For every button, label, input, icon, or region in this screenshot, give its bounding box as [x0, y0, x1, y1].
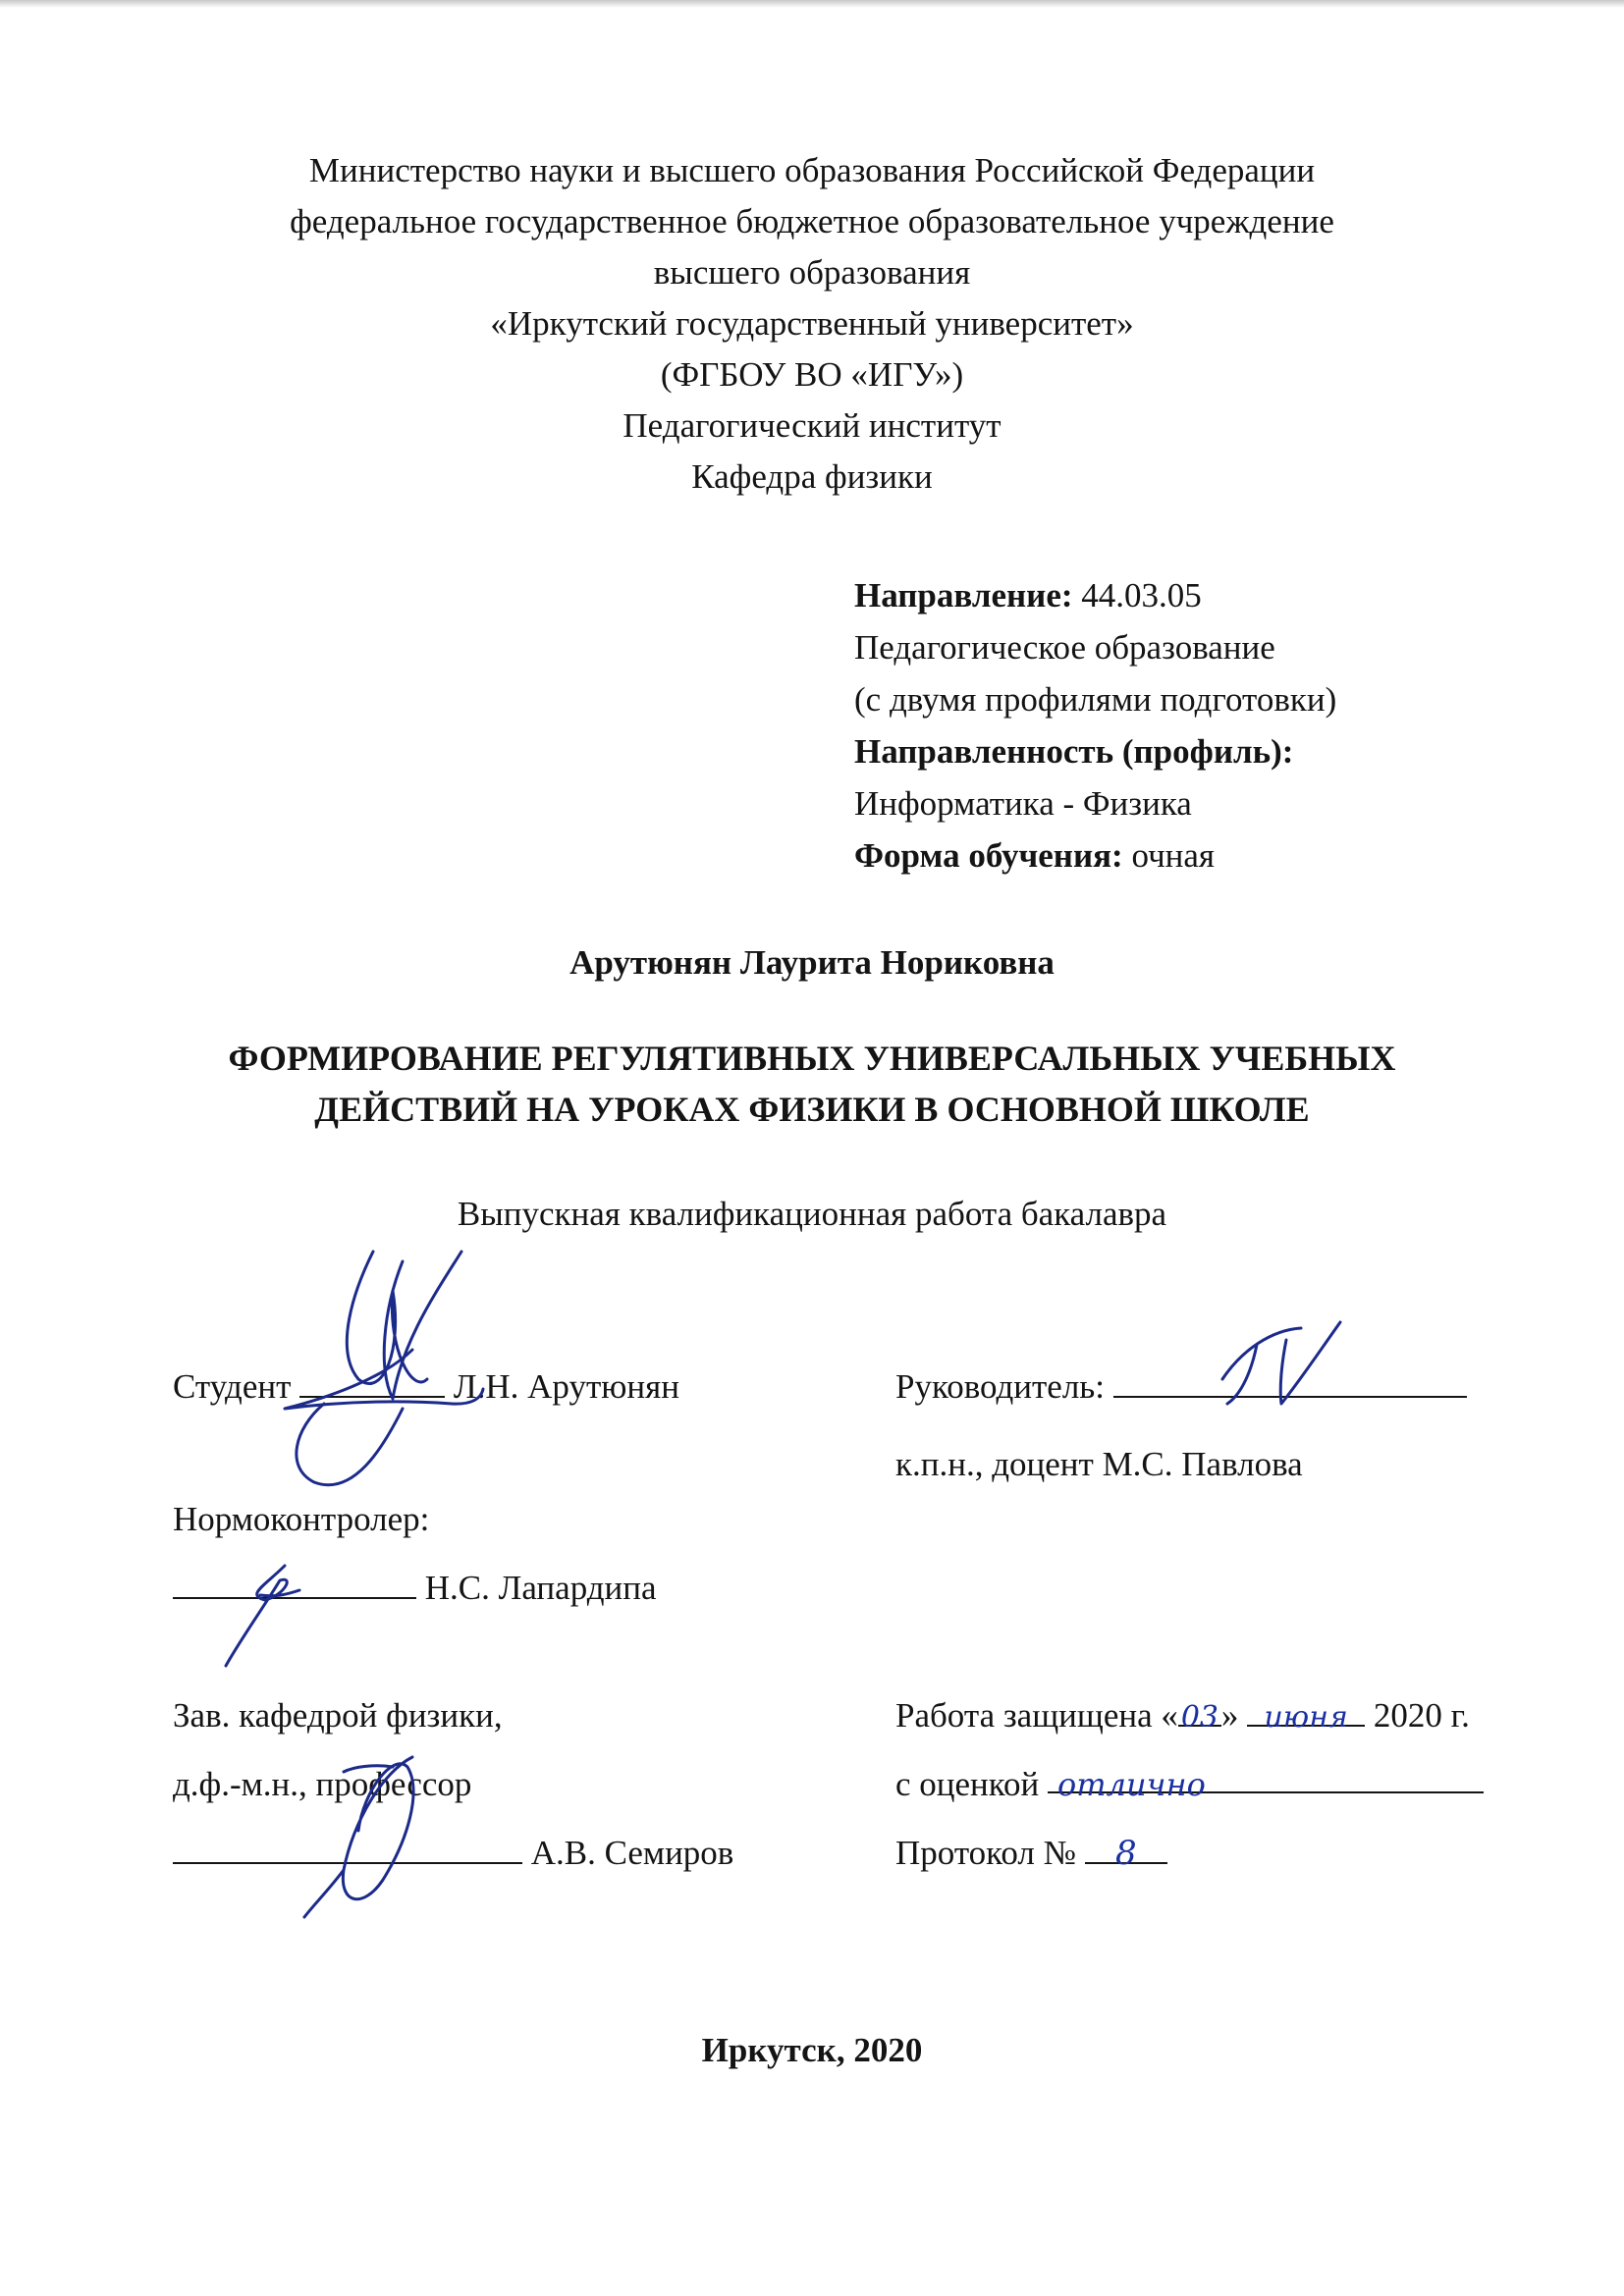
protocol-number: 8 [1114, 1834, 1137, 1873]
defense-prefix: Работа защищена « [895, 1696, 1178, 1735]
defense-mid: » [1220, 1696, 1248, 1735]
normcontrol-signature [206, 1556, 314, 1674]
direction-block [854, 569, 1336, 881]
head-signature [285, 1742, 452, 1919]
supervisor-signature [1203, 1320, 1350, 1409]
supervisor-details: к.п.н., доцент М.С. Павлова [895, 1445, 1303, 1483]
defense-date-line [895, 1695, 1470, 1736]
thesis-title-line1: ФОРМИРОВАНИЕ РЕГУЛЯТИВНЫХ УНИВЕРСАЛЬНЫХ УЧЕБНЫХ [228, 1039, 1396, 1078]
direction-label: Направление: [854, 576, 1073, 614]
scan-top-edge [0, 0, 1624, 8]
study-form-value: очная [1122, 836, 1216, 875]
thesis-title-line2: ДЕЙСТВИЙ НА УРОКАХ ФИЗИКИ В ОСНОВНОЙ ШКОЛЕ [314, 1090, 1310, 1129]
head-label-line2: д.ф.-м.н., профессор [173, 1765, 472, 1803]
thesis-title [0, 1033, 1624, 1135]
work-type: Выпускная квалификационная работа бакалавра [457, 1195, 1167, 1233]
student-label: Студент [173, 1367, 292, 1406]
defense-day: 03 [1180, 1700, 1218, 1735]
institution-type-line: федеральное государственное бюджетное образовательное учреждение [290, 202, 1334, 240]
grade-value: отлично [1057, 1766, 1206, 1803]
grade-line [895, 1764, 1484, 1805]
department-line: Кафедра физики [691, 457, 933, 496]
supervisor-signature-line [895, 1366, 1467, 1408]
defense-month: июня [1264, 1700, 1348, 1735]
institute-line: Педагогический институт [623, 406, 1001, 445]
university-name-line: «Иркутский государственный университет» [490, 304, 1134, 343]
education-level-line: высшего образования [653, 253, 971, 292]
direction-line [854, 569, 1336, 621]
head-name: А.В. Семиров [530, 1834, 734, 1872]
profile-value: Информатика - Физика [854, 784, 1192, 823]
author-name: Арутюнян Лаурита Нориковна [569, 943, 1055, 982]
direction-code: 44.03.05 [1072, 576, 1202, 614]
head-label-line1: Зав. кафедрой физики, [173, 1696, 503, 1735]
direction-name-line1: Педагогическое образование [854, 628, 1275, 667]
protocol-line [895, 1833, 1167, 1874]
grade-label: с оценкой [895, 1765, 1040, 1803]
student-name: Л.Н. Арутюнян [453, 1367, 679, 1406]
normcontrol-label: Нормоконтролер: [173, 1500, 430, 1538]
ministry-line: Министерство науки и высшего образования Российской Федерации [308, 151, 1316, 189]
institution-header [0, 145, 1624, 503]
profile-label: Направленность (профиль): [854, 732, 1294, 771]
direction-name-line2: (с двумя профилями подготовки) [854, 680, 1337, 719]
footer-city-year: Иркутск, 2020 [701, 2031, 923, 2069]
university-abbr-line: (ФГБОУ ВО «ИГУ») [660, 355, 964, 394]
head-signature-line [173, 1833, 733, 1874]
study-form-label: Форма обучения: [854, 836, 1123, 875]
normcontrol-name: Н.С. Лапардипа [424, 1569, 657, 1607]
supervisor-label: Руководитель: [895, 1367, 1105, 1406]
study-form-line [854, 829, 1336, 881]
student-signature [265, 1232, 501, 1497]
protocol-label: Протокол № [895, 1834, 1077, 1872]
defense-suffix: 2020 г. [1365, 1696, 1470, 1735]
